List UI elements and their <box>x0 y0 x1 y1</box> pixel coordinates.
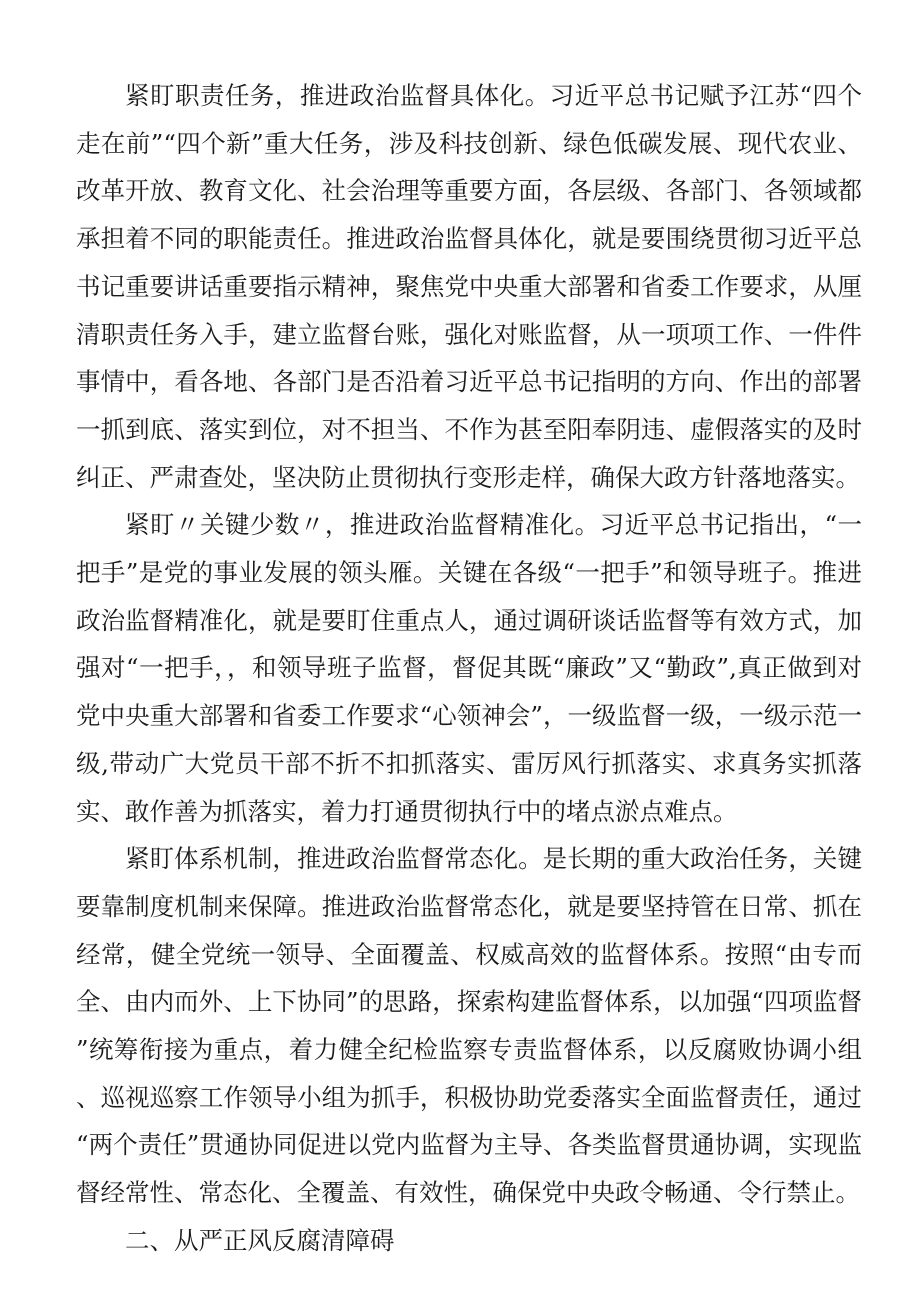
section-heading: 二、从严正风反腐清障碍 <box>125 1225 395 1255</box>
paragraph-duty-tasks: 紧盯职责任务，推进政治监督具体化。习近平总书记赋予江苏“四个走在前”“四个新”重大任务，涉及科技创新、绿色低碳发展、现代农业、改革开放、教育文化、社会治理等重要方面，各层级、各部门、各领域都承担着不同的职能责任。推进政治监督具体化，就是要围绕贯彻习近平总书记重要讲话重要指示精神，聚焦党中央重大部署和省委工作要求，从厘清职责任务入手，建立监督台账，强化对账监督，从一项项工作、一件件事情中，看各地、各部门是否沿着习近平总书记指明的方向、作出的部署一抓到底、落实到位，对不担当、不作为甚至阳奉阴违、虚假落实的及时纠正、严肃查处，坚决防止贯彻执行变形走样，确保大政方针落地落实。 <box>76 81 862 492</box>
paragraph-key-minority: 紧盯〃关键少数〃，推进政治监督精准化。习近平总书记指出，“一把手”是党的事业发展的领头雁。关键在各级“一把手”和领导班子。推进政治监督精准化，就是要盯住重点人，通过调研谈话监督等有效方式，加强对“一把手，，和领导班子监督，督促其既“廉政”又“勤政”,真正做到对党中央重大部署和省委工作要求“心领神会”，一级监督一级，一级示范一级,带动广大党员干部不折不扣抓落实、雷厉风行抓落实、求真务实抓落实、敢作善为抓落实，着力打通贯彻执行中的堵点淤点难点。 <box>76 510 862 826</box>
paragraph-system-mechanism: 紧盯体系机制，推进政治监督常态化。是长期的重大政治任务，关键要靠制度机制来保障。推进政治监督常态化，就是要坚持管在日常、抓在经常，健全党统一领导、全面覆盖、权威高效的监督体系。按照“由专而全、由内而外、上下协同”的思路，探索构建监督体系，以加强“四项监督”统筹衔接为重点，着力健全纪检监察专责监督体系，以反腐败协调小组、巡视巡察工作领导小组为抓手，积极协助党委落实全面监督责任，通过“两个责任”贯通协同促进以党内监督为主导、各类监督贯通协调，实现监督经常性、常态化、全覆盖、有效性，确保党中央政令畅通、令行禁止。 <box>76 844 862 1208</box>
document-page <box>76 72 862 1265</box>
